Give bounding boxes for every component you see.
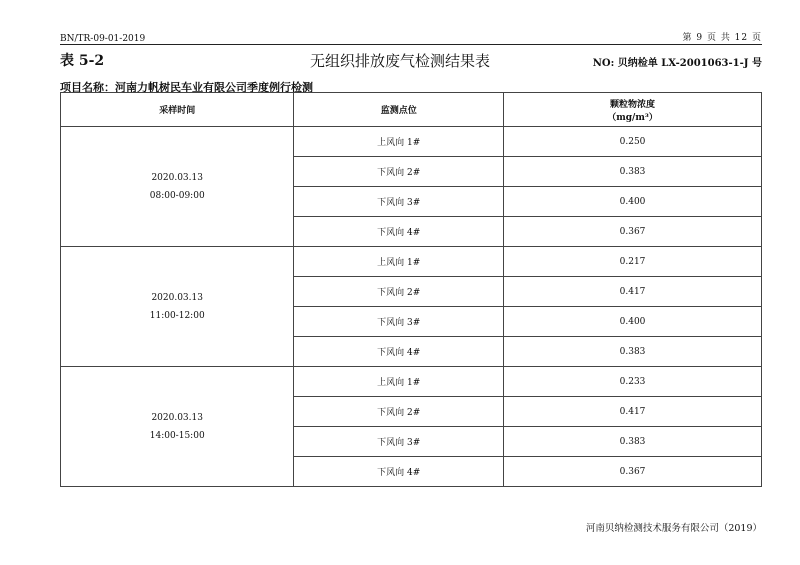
concentration-value: 0.400: [504, 307, 762, 337]
sampling-time-cell: [61, 367, 294, 487]
column-header-monitoring-point: 监测点位: [294, 93, 504, 127]
project-name: 项目名称：河南力帆树民车业有限公司季度例行检测: [60, 81, 313, 94]
concentration-value: 0.383: [504, 427, 762, 457]
concentration-value: 0.233: [504, 367, 762, 397]
sampling-time-range: 14:00-15:00: [149, 430, 205, 441]
table-row: [61, 247, 762, 277]
page-info: 第 9 页 共 12 页: [682, 33, 762, 43]
monitoring-point: 下风向 3#: [294, 187, 504, 217]
monitoring-point: 下风向 4#: [294, 337, 504, 367]
sampling-date: 2020.03.13: [151, 412, 203, 423]
table-row: [61, 127, 762, 157]
column-header-particulate-concentration: [504, 93, 762, 127]
table-row: [61, 367, 762, 397]
monitoring-point: 上风向 1#: [294, 127, 504, 157]
column-header-concentration-unit: （mg/m³）: [607, 112, 658, 123]
results-table: [60, 92, 762, 487]
sampling-date: 2020.03.13: [151, 292, 203, 303]
concentration-value: 0.367: [504, 457, 762, 487]
sampling-time-cell: [61, 247, 294, 367]
sampling-date: 2020.03.13: [151, 172, 203, 183]
monitoring-point: 上风向 1#: [294, 367, 504, 397]
concentration-value: 0.400: [504, 187, 762, 217]
results-table-wrapper: [60, 92, 762, 483]
column-header-concentration-label: 颗粒物浓度: [610, 99, 656, 110]
monitoring-point: 下风向 4#: [294, 217, 504, 247]
concentration-value: 0.417: [504, 277, 762, 307]
sampling-time-cell: [61, 127, 294, 247]
table-header-row: [61, 93, 762, 127]
concentration-value: 0.217: [504, 247, 762, 277]
concentration-value: 0.417: [504, 397, 762, 427]
monitoring-point: 下风向 3#: [294, 307, 504, 337]
sampling-time-range: 08:00-09:00: [149, 190, 205, 201]
monitoring-point: 下风向 2#: [294, 157, 504, 187]
table-number: 表 5-2: [60, 53, 105, 69]
header-rule: [60, 44, 762, 45]
concentration-value: 0.250: [504, 127, 762, 157]
concentration-value: 0.383: [504, 337, 762, 367]
monitoring-point: 下风向 2#: [294, 277, 504, 307]
footer-company: 河南贝纳检测技术服务有限公司（2019）: [585, 523, 762, 534]
report-number: NO: 贝纳检单 LX-2001063-1-J 号: [592, 58, 762, 69]
monitoring-point: 上风向 1#: [294, 247, 504, 277]
concentration-value: 0.367: [504, 217, 762, 247]
monitoring-point: 下风向 3#: [294, 427, 504, 457]
doc-code: BN/TR-09-01-2019: [60, 34, 146, 44]
column-header-sampling-time: 采样时间: [61, 93, 294, 127]
table-title: 无组织排放废气检测结果表: [309, 52, 490, 70]
monitoring-point: 下风向 4#: [294, 457, 504, 487]
sampling-time-range: 11:00-12:00: [149, 310, 205, 321]
monitoring-point: 下风向 2#: [294, 397, 504, 427]
concentration-value: 0.383: [504, 157, 762, 187]
